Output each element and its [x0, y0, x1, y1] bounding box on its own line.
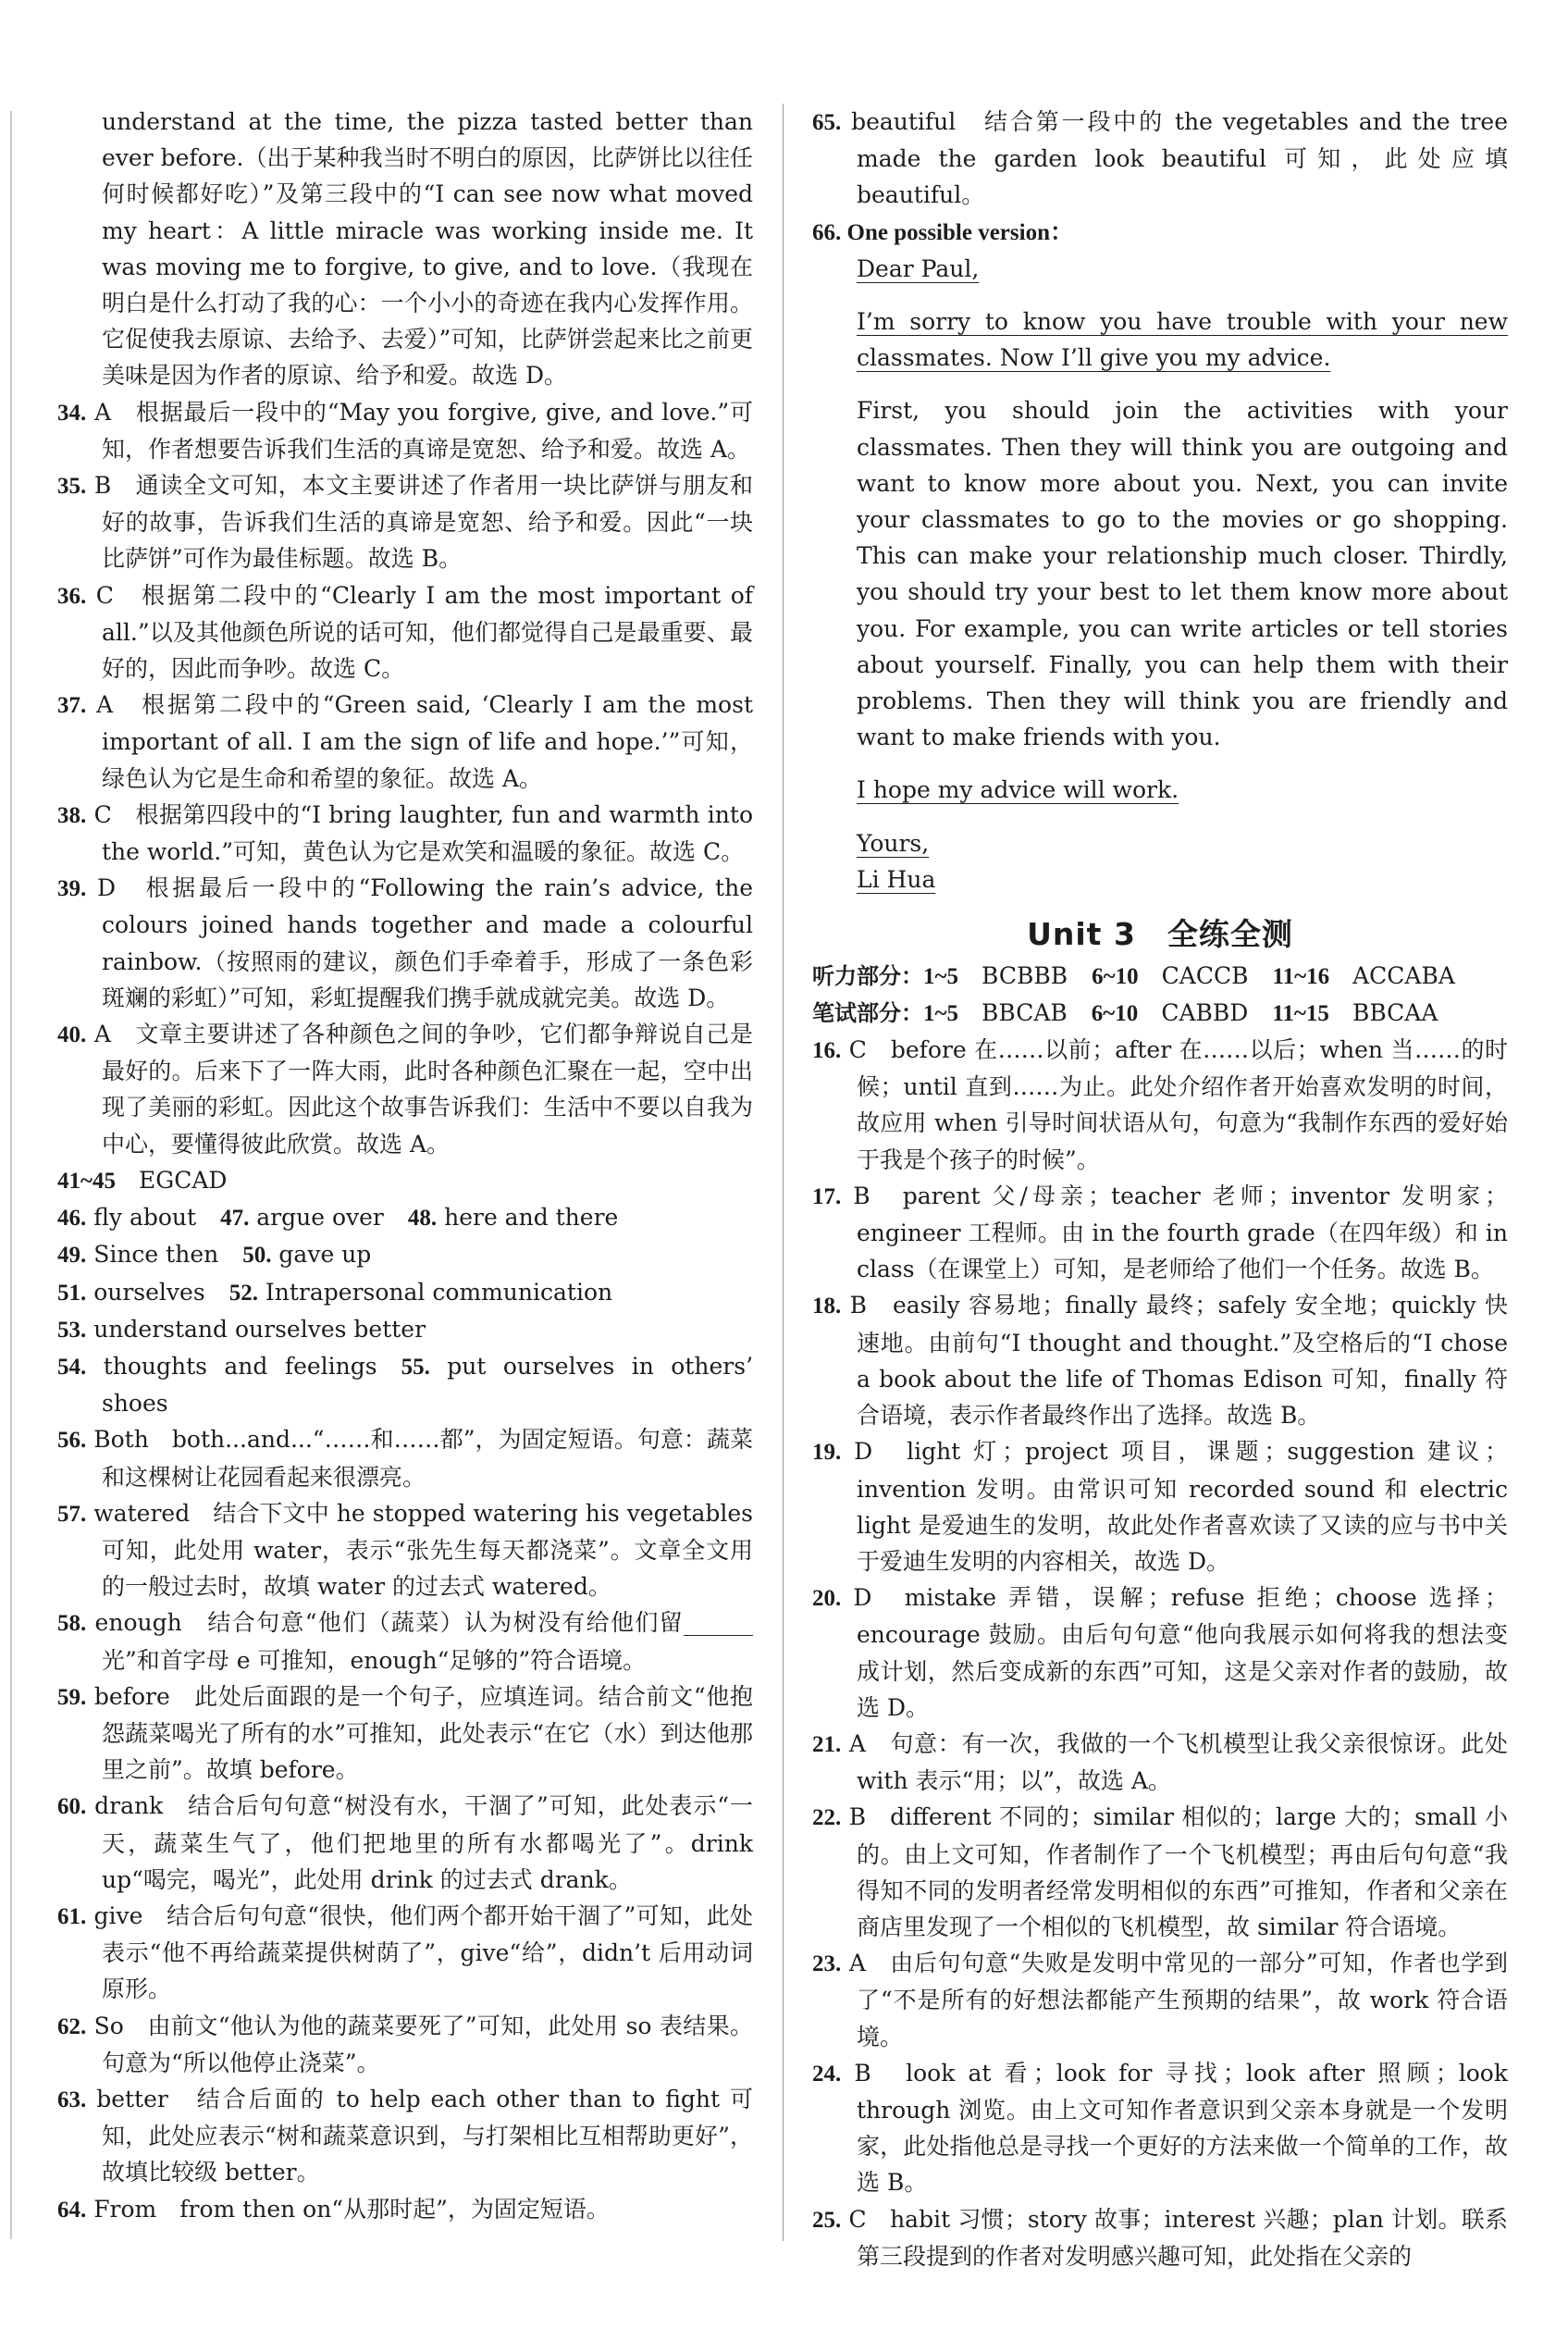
- answer-number: 21.: [812, 1731, 842, 1757]
- answer-text: Both both...and...“……和……都”，为固定短语。句意：蔬菜和这棵树让花园看起来很漂亮。: [93, 1426, 754, 1491]
- answer-range: 11~15: [1272, 1001, 1329, 1027]
- answer-text: ourselves: [93, 1278, 205, 1306]
- answer-text: understand ourselves better: [93, 1315, 426, 1343]
- answer-letters: CABBD: [1161, 999, 1249, 1027]
- answer-text: A 根据最后一段中的“May you forgive, give, and love.”可知，作者想要告诉我们生活的真谛是宽恕、给予和爱。故选 A。: [94, 398, 753, 463]
- answer-23: [812, 1945, 1508, 2055]
- answers-16-25: [812, 1032, 1508, 2274]
- answer-number: 20.: [812, 1586, 842, 1612]
- answer-53: [57, 1311, 753, 1348]
- answer-text: C before 在……以前；after 在……以后；when 当……的时候；until 直到……为止。此处介绍作者开始喜欢发明的时间，故应用 when 引导时间状语从句，句意为“我制作东西的爱好始于我是个孩子的时候”。: [848, 1036, 1509, 1173]
- answer-number: 66. One possible version：: [812, 219, 1073, 245]
- answer-letters: BCBBB: [982, 962, 1068, 990]
- answer-text: beautiful 结合第一段中的 the vegetables and the tree made the garden look beautiful 可知，此处应填 beautiful。: [851, 108, 1509, 209]
- answer-number: 36.: [57, 583, 87, 609]
- written-answers: [812, 995, 1508, 1032]
- answer-number: 65.: [812, 110, 842, 135]
- letter-signature: [812, 861, 1508, 898]
- answer-number: 40.: [57, 1022, 87, 1048]
- answer-number: 55.: [401, 1354, 430, 1380]
- letter-signature-text: Li Hua: [857, 865, 936, 893]
- answer-letters: BBCAB: [982, 999, 1068, 1027]
- answer-24: [812, 2055, 1508, 2201]
- answer-64: [57, 2191, 753, 2228]
- answer-text: watered 结合下文中 he stopped watering his vegetables 可知，此处用 water，表示“张先生每天都浇菜”。文章全文用的一般过去时，故填 water 的过去式 watered。: [93, 1499, 754, 1601]
- answer-number: 39.: [57, 876, 87, 902]
- answer-22: [812, 1799, 1508, 1945]
- answer-62: [57, 2008, 753, 2081]
- answer-number: 41~45: [57, 1168, 117, 1194]
- answer-number: 34.: [57, 400, 87, 426]
- letter-sign-off: [812, 825, 1508, 861]
- answer-range: 1~5: [923, 964, 959, 990]
- answer-range: 6~10: [1092, 964, 1139, 990]
- unit-title: Unit 3 全练全测: [1027, 916, 1293, 953]
- answer-text: B look at 看；look for 寻找；look after 照顾；look through 浏览。由上文可知作者意识到父亲本身就是一个发明家，此处指他总是寻找一个更好的方法来做一个简单的工作，故选 B。: [854, 2059, 1508, 2197]
- answer-60: [57, 1788, 753, 1898]
- answer-text: understand at the time, the pizza tasted better than ever before.（出于某种我当时不明白的原因，比萨饼比以往任何时候都好吃）”及第三段中的“I can see now what moved my heart：A little miracle was working inside me. It was moving me to forgive, to give, and to love.（我现在明白是什么打动了我的心：一个小小的奇迹在我内心发挥作用。它促使我去原谅、去给予、去爱）”可知，比萨饼尝起来比之前更美味是因为作者的原谅、给予和爱。故选 D。: [102, 108, 753, 390]
- answer-36: [57, 577, 753, 687]
- answer-40: [57, 1016, 753, 1162]
- answer-61: [57, 1898, 753, 2008]
- answer-number: 52.: [228, 1280, 258, 1306]
- answer-text: Since then: [93, 1241, 219, 1269]
- answer-number: 38.: [57, 802, 87, 828]
- letter-sign-off-text: Yours,: [857, 829, 930, 857]
- answer-text: A 根据第二段中的“Green said, ‘Clearly I am the most important of all. I am the sign of life and hope.’”可知，绿色认为它是生命和希望的象征。故选 A。: [96, 691, 753, 792]
- answer-number: 62.: [57, 2013, 87, 2039]
- answer-number: 47.: [220, 1206, 250, 1232]
- answer-number: 61.: [57, 1903, 87, 1929]
- answer-59: [57, 1678, 753, 1789]
- answer-number: 25.: [812, 2207, 842, 2233]
- answer-number: 37.: [57, 693, 87, 719]
- answer-text: D 根据最后一段中的“Following the rain’s advice, the colours joined hands together and made a colourful rainbow.（按照雨的建议，颜色们手牵着手，形成了一条色彩斑斓的彩虹）”可知，彩虹提醒我们携手就成就完美。故选 D。: [96, 874, 753, 1011]
- answer-number: 64.: [57, 2197, 87, 2223]
- answer-20: [812, 1579, 1508, 1726]
- answer-number: 24.: [812, 2061, 842, 2087]
- answer-text: thoughts and feelings: [103, 1352, 377, 1380]
- answer-17: [812, 1178, 1508, 1288]
- answer-text: put ourselves in others’ shoes: [102, 1352, 754, 1418]
- answer-56: [57, 1421, 753, 1494]
- answer-text: B different 不同的；similar 相似的；large 大的；small 小的。由上文可知，作者制作了一个飞机模型；再由后句句意“我得知不同的发明者经常发明相似的东西”可推知，作者和父亲在商店里发现了一个相似的飞机模型，故 similar 符合语境。: [848, 1803, 1508, 1940]
- left-column: [57, 104, 753, 2228]
- answers-56-64: [57, 1421, 753, 2227]
- listening-answers: [812, 958, 1508, 995]
- letter-salutation-text: Dear Paul,: [857, 254, 980, 282]
- answer-number: 18.: [812, 1294, 842, 1319]
- answer-number: 46.: [57, 1206, 87, 1232]
- answer-41-45: [57, 1162, 753, 1199]
- letter-closing-text: I hope my advice will work.: [857, 776, 1179, 804]
- answer-text: B parent 父/母亲；teacher 老师；inventor 发明家；engineer 工程师。由 in the fourth grade（在四年级）和 in class（在课堂上）可知，是老师给了他们一个任务。故选 B。: [853, 1182, 1509, 1283]
- answer-number: 57.: [57, 1501, 87, 1527]
- answer-number: 48.: [407, 1206, 438, 1232]
- answer-65: [812, 104, 1508, 214]
- answer-text: enough 结合句意“他们（蔬菜）认为树没有给他们留______光”和首字母 e 可推知，enough“足够的”符合语境。: [94, 1609, 753, 1674]
- answer-range: 1~5: [923, 1001, 959, 1027]
- answer-number: 17.: [812, 1183, 842, 1209]
- answer-18: [812, 1287, 1508, 1433]
- answer-text: argue over: [256, 1204, 384, 1232]
- answer-57: [57, 1495, 753, 1605]
- answer-number: 49.: [57, 1243, 87, 1269]
- answer-number: 56.: [57, 1428, 87, 1454]
- answer-35: [57, 467, 753, 577]
- answer-text: better 结合后面的 to help each other than to fight 可知，此处应表示“树和蔬菜意识到，与打架相比互相帮助更好”，故填比较级 better。: [96, 2085, 753, 2186]
- answer-54-55: [57, 1348, 753, 1421]
- answer-number: 53.: [57, 1317, 87, 1343]
- answer-number: 59.: [57, 1684, 87, 1710]
- answer-letters: BBCAA: [1352, 999, 1438, 1027]
- answer-51-52: [57, 1274, 753, 1311]
- answer-text: here and there: [444, 1204, 619, 1232]
- answer-text: fly about: [93, 1204, 197, 1232]
- answer-number: 22.: [812, 1805, 842, 1831]
- answer-number: 58.: [57, 1611, 87, 1637]
- answer-19: [812, 1433, 1508, 1579]
- answer-number: 19.: [812, 1440, 842, 1466]
- answer-16: [812, 1032, 1508, 1178]
- answer-number: 54.: [57, 1354, 87, 1380]
- answers-34-40: [57, 394, 753, 1162]
- answer-49-50: [57, 1236, 753, 1273]
- answer-text: Intrapersonal communication: [265, 1278, 613, 1306]
- answer-text: drank 结合后句句意“树没有水，干涸了”可知，此处表示“一天，蔬菜生气了，他们把地里的所有水都喝光了”。drink up“喝完，喝光”，此处用 drink 的过去式 drank。: [94, 1792, 753, 1893]
- answer-number: 50.: [242, 1243, 272, 1269]
- sample-letter: [812, 251, 1508, 898]
- answer-number: 23.: [812, 1951, 842, 1977]
- letter-body-text: First, you should join the activities with your classmates. Then they will think you are outgoing and want to know more about you. Next, you can invite your classmates to go to the movies or go shopping. This can make your relationship much closer. Thirdly, you should try your best to let them know more about you. For example, you can write articles or tell stories about yourself. Finally, you can help them with their problems. Then they will think you are friendly and want to make friends with you.: [857, 397, 1508, 751]
- column-divider: [783, 104, 784, 2241]
- answer-37: [57, 687, 753, 797]
- answer-text: C 根据第二段中的“Clearly I am the most important of all.”以及其他颜色所说的话可知，他们都觉得自己是最重要、最好的，因此而争吵。故选 C。: [95, 581, 754, 683]
- answer-text: C habit 习惯；story 故事；interest 兴趣；plan 计划。联系第三段提到的作者对发明感兴趣可知，此处指在父亲的: [848, 2205, 1508, 2270]
- written-label: 笔试部分：: [812, 1000, 923, 1027]
- answer-38: [57, 797, 753, 870]
- answer-text: A 文章主要讲述了各种颜色之间的争吵，它们都争辩说自己是最好的。后来下了一阵大雨，此时各种颜色汇聚在一起，空中出现了美丽的彩虹。因此这个故事告诉我们：生活中不要以自我为中心，要懂得彼此欣赏。故选 A。: [93, 1021, 753, 1158]
- answer-number: 16.: [812, 1038, 842, 1064]
- letter-closing: [812, 772, 1508, 808]
- answer-text: EGCAD: [139, 1166, 228, 1194]
- answer-text: C 根据第四段中的“I bring laughter, fun and warmth into the world.”可知，黄色认为它是欢笑和温暖的象征。故选 C。: [93, 800, 754, 866]
- answer-58: [57, 1604, 753, 1678]
- answer-text: D mistake 弄错，误解；refuse 拒绝；choose 选择；encourage 鼓励。由后句句意“他向我展示如何将我的想法变成计划，然后变成新的东西”可知，这是父亲对作者的鼓励，故选 D。: [853, 1584, 1508, 1721]
- answer-21: [812, 1726, 1508, 1799]
- letter-opening-text: I’m sorry to know you have trouble with your new classmates. Now I’ll give you my advice.: [857, 308, 1508, 372]
- answer-number: 51.: [57, 1280, 87, 1306]
- letter-opening: [812, 303, 1508, 376]
- answer-text: So 由前文“他认为他的蔬菜要死了”可知，此处用 so 表结果。句意为“所以他停止浇菜”。: [93, 2012, 753, 2076]
- answer-46-48: [57, 1199, 753, 1236]
- answer-text: A 由后句句意“失败是发明中常见的一部分”可知，作者也学到了“不是所有的好想法都能产生预期的结果”，故 work 符合语境。: [848, 1950, 1508, 2050]
- answer-text: D light 灯；project 项目，课题；suggestion 建议；invention 发明。由常识可知 recorded sound 和 electric light 是爱迪生的发明，故此处作者喜欢读了又读的应与书中关于爱迪生发明的内容相关，故选 D。: [854, 1438, 1508, 1575]
- answer-text: A 句意：有一次，我做的一个飞机模型让我父亲很惊讶。此处 with 表示“用；以”，故选 A。: [848, 1729, 1508, 1795]
- answer-text: B easily 容易地；finally 最终；safely 安全地；quickly 快速地。由前句“I thought and thought.”及空格后的“I chose a book about the life of Thomas Edison 可知，finally 符合语境，表示作者最终作出了选择。故选 B。: [849, 1292, 1509, 1430]
- answer-text: B 通读全文可知，本文主要讲述了作者用一块比萨饼与朋友和好的故事，告诉我们生活的真谛是宽恕、给予和爱。因此“一块比萨饼”可作为最佳标题。故选 B。: [93, 472, 753, 573]
- answer-number: 35.: [57, 474, 87, 500]
- answer-33-continued: [57, 104, 753, 394]
- answer-34: [57, 394, 753, 467]
- answer-63: [57, 2081, 753, 2191]
- right-column: [812, 104, 1508, 2274]
- answer-range: 11~16: [1272, 964, 1330, 990]
- answer-range: 6~10: [1091, 1001, 1139, 1027]
- answer-number: 63.: [57, 2087, 87, 2112]
- answer-letters: ACCABA: [1352, 962, 1455, 990]
- binding-margin-line: [10, 111, 12, 2239]
- answer-letters: CACCB: [1161, 962, 1249, 990]
- listening-label: 听力部分：: [812, 963, 923, 990]
- letter-salutation: [812, 251, 1508, 287]
- answer-text: gave up: [278, 1241, 372, 1269]
- answer-text: before 此处后面跟的是一个句子，应填连词。结合前文“他抱怨蔬菜喝光了所有的水”可推知，此处表示“在它（水）到达他那里之前”。故填 before。: [93, 1682, 753, 1784]
- answer-text: give 结合后句句意“很快，他们两个都开始干涸了”可知，此处表示“他不再给蔬菜提供树荫了”，give“给”，didn’t 后用动词原形。: [93, 1901, 753, 2003]
- letter-body: [812, 392, 1508, 755]
- answer-text: From from then on“从那时起”，为固定短语。: [93, 2195, 610, 2223]
- answer-25: [812, 2201, 1508, 2274]
- answer-66-label: [812, 214, 1508, 251]
- answer-number: 60.: [57, 1794, 87, 1820]
- answer-39: [57, 870, 753, 1016]
